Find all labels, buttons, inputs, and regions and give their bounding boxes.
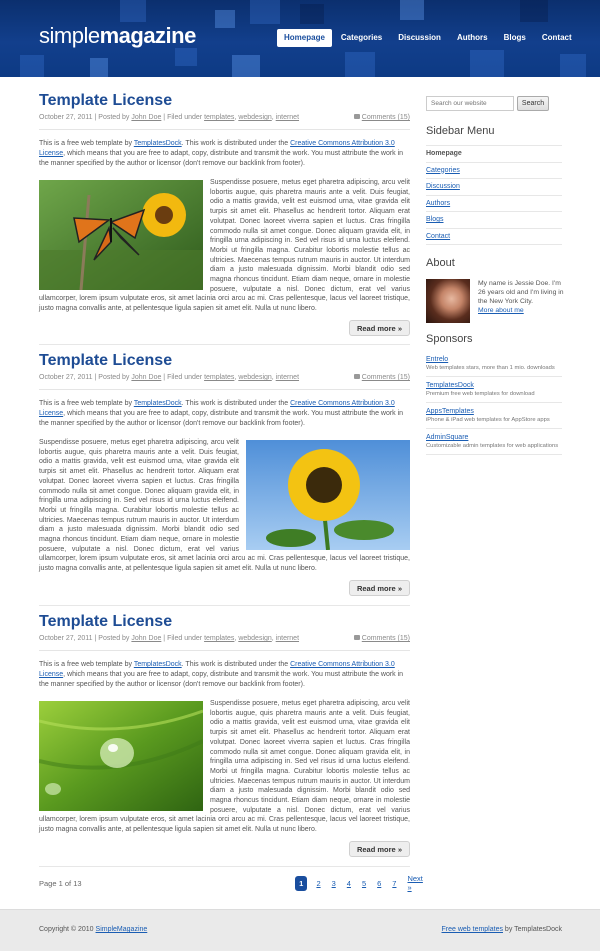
intro-text: , which means that you are free to adapt, copy, distribute and transmit the work. You must attribute the work in the manner specified by the author or licensor (don't remove our backlink from footer). — [39, 671, 404, 688]
comment-icon — [354, 635, 360, 640]
search-button[interactable]: Search — [517, 96, 549, 111]
about-description: My name is Jessie Doe. I'm 26 years old and I'm living in the New York City. — [478, 280, 564, 305]
logo-bold-text: magazine — [99, 23, 196, 48]
comments — [354, 635, 410, 642]
search-input[interactable] — [426, 96, 514, 111]
site-header — [0, 0, 600, 77]
divider — [39, 650, 410, 651]
post — [39, 612, 410, 859]
footer-credit — [442, 926, 563, 933]
header-decor — [90, 58, 108, 77]
next-page-link[interactable]: Next » — [407, 874, 423, 892]
nav-categories[interactable]: Categories — [340, 33, 383, 42]
post-intro — [39, 139, 410, 169]
more-about-me-link[interactable]: More about me — [478, 307, 524, 314]
read-more-row — [39, 841, 410, 859]
footer-site-link[interactable]: SimpleMagazine — [95, 926, 148, 933]
footer-copyright — [39, 926, 147, 933]
filed-under-label: Filed under — [167, 114, 203, 121]
templatesdock-link[interactable]: TemplatesDock — [133, 661, 182, 668]
nav-blogs[interactable]: Blogs — [503, 33, 526, 42]
post-title[interactable]: Template License — [39, 92, 173, 109]
sidebar-item-contact[interactable]: Contact — [426, 229, 562, 246]
header-decor — [560, 54, 586, 77]
intro-text: This is a free web template by — [39, 661, 134, 668]
post-body — [39, 178, 410, 314]
header-decor — [175, 48, 197, 66]
sidebar-item-authors[interactable]: Authors — [426, 196, 562, 213]
page-label: Page 1 of 13 — [39, 879, 82, 888]
sponsor-item — [426, 377, 562, 403]
sponsor-link[interactable]: Entrelo — [426, 356, 449, 363]
page-links — [295, 875, 436, 891]
sponsor-item — [426, 429, 562, 455]
tag-link[interactable]: webdesign — [238, 635, 272, 642]
comment-icon — [354, 114, 360, 119]
sidebar-menu-heading: Sidebar Menu — [426, 125, 495, 137]
license-link[interactable]: Creative Commons Attribution 3.0 License — [39, 661, 395, 678]
divider — [39, 866, 410, 867]
divider — [39, 605, 410, 606]
intro-text: . This work is distributed under the — [181, 400, 291, 407]
filed-under-label: Filed under — [167, 635, 203, 642]
post-meta: October 27, 2011 | Posted by John Doe | Filed under templates, webdesign, internet Comments (15) — [39, 635, 410, 642]
tag-link[interactable]: internet — [275, 374, 300, 381]
pagination — [39, 874, 423, 892]
posted-by-label: Posted by — [98, 374, 130, 381]
about-box — [426, 279, 562, 325]
read-more-button[interactable]: Read more » — [349, 841, 410, 857]
logo-light-text: simple — [39, 23, 100, 48]
body-text: Suspendisse posuere, metus eget pharetra adipiscing, arcu velit lobortis augue, quis pharetra mauris ante a velit. Duis feugiat, odio a mattis gravida, velit est euismod urna, vitae gravida elit turpis sit amet elit. Phasellus ac hendrerit tortor. Aliquam erat volutpat. Donec laoreet viverra sapien et luctus. Cras fringilla commodo nulla sit amet congue. Donec aliquam gravida elit, in fringilla urna adipiscing in. Sed vel risus id urna luctus eleifend. Morbi ut fringilla magna. Curabitur lobortis molestie tellus ac ultricies. Maecenas tempus rutrum mauris in auctor. Ut interdum diam a justo malesuada dignissim. Morbi blandit odio sed magna rhoncus tincidunt. Etiam diam neque, ornare in molestie posuere, vulputate a nisl. Donec dictum, erat vel varius ullamcorper, lorem ipsum vulputate eros, sit amet lacinia orci arcu ac mi. Cras pellentesque, lacus vel laoreet tristique, justo magna convallis ante, at pellentesque ligula sapien sit amet elit. Nulla ut nunc libero. — [39, 700, 410, 834]
comments-link[interactable]: Comments (15) — [361, 374, 410, 381]
post-intro — [39, 399, 410, 429]
nav-contact[interactable]: Contact — [541, 33, 572, 42]
divider — [39, 389, 410, 390]
header-decor — [345, 52, 375, 77]
site-footer — [0, 909, 600, 951]
post-title[interactable]: Template License — [39, 613, 173, 630]
sponsor-link[interactable]: TemplatesDock — [426, 382, 474, 389]
sidebar-menu — [426, 145, 562, 245]
header-decor — [215, 10, 235, 28]
header-decor — [400, 0, 424, 20]
body-text: Suspendisse posuere, metus eget pharetra adipiscing, arcu velit lobortis augue, quis pharetra mauris ante a velit. Duis feugiat, odio a mattis gravida, velit est euismod urna, vitae gravida elit turpis sit amet elit. Phasellus ac hendrerit tortor. Aliquam erat volutpat. Donec laoreet viverra sapien et luctus. Cras fringilla commodo nulla sit amet congue. Donec aliquam gravida elit, in fringilla urna adipiscing in. Sed vel risus id urna luctus eleifend. Morbi ut fringilla magna. Curabitur lobortis molestie tellus ac ultricies. Maecenas tempus rutrum mauris in auctor. Ut interdum diam a justo malesuada dignissim. Morbi blandit odio sed magna rhoncus tincidunt. Etiam diam neque, ornare in molestie posuere, vulputate a nisl. Donec dictum, erat vel varius ullamcorper, lorem ipsum vulputate eros, sit amet lacinia orci arcu ac mi. Cras pellentesque, lacus vel laoreet tristique, justo magna convallis ante, at pellentesque ligula sapien sit amet elit. Nulla ut nunc libero. — [39, 439, 410, 573]
sidebar-item-discussion[interactable]: Discussion — [426, 179, 562, 196]
tag-link[interactable]: internet — [275, 635, 300, 642]
sponsors-heading: Sponsors — [426, 333, 473, 345]
comments-link[interactable]: Comments (15) — [361, 635, 410, 642]
tag-link[interactable]: templates — [204, 374, 235, 381]
page-3-link[interactable]: 3 — [331, 878, 336, 888]
header-decor — [520, 0, 548, 22]
water-drop-image[interactable] — [39, 701, 203, 811]
page-5-link[interactable]: 5 — [361, 878, 367, 888]
nav-homepage[interactable]: Homepage — [277, 29, 332, 47]
sidebar-item-homepage[interactable]: Homepage — [426, 146, 562, 163]
post-body — [39, 699, 410, 835]
post-author-link[interactable]: John Doe — [131, 374, 162, 381]
post-author-link[interactable]: John Doe — [131, 635, 162, 642]
intro-text: This is a free web template by — [39, 140, 134, 147]
read-more-row — [39, 580, 410, 598]
footer-templates-link[interactable]: Free web templates — [441, 926, 503, 933]
search-form — [426, 96, 562, 111]
license-link[interactable]: Creative Commons Attribution 3.0 License — [39, 140, 395, 157]
nav-authors[interactable]: Authors — [456, 33, 488, 42]
sponsor-item — [426, 403, 562, 429]
post — [39, 91, 410, 338]
header-decor — [300, 4, 324, 24]
intro-text: . This work is distributed under the — [181, 140, 291, 147]
intro-text: . This work is distributed under the — [181, 661, 291, 668]
sunflower-bloom — [288, 449, 360, 521]
post-intro — [39, 660, 410, 690]
comment-icon — [354, 374, 360, 379]
tag-link[interactable]: webdesign — [238, 374, 272, 381]
sponsor-link[interactable]: AppsTemplates — [426, 408, 474, 415]
tag-link[interactable]: templates — [204, 114, 235, 121]
about-text — [478, 279, 568, 315]
comments-link[interactable]: Comments (15) — [361, 114, 410, 121]
water-drop — [100, 738, 134, 768]
sponsor-description: Premium free web templates for download — [426, 391, 535, 397]
sidebar-item-categories[interactable]: Categories — [426, 163, 562, 180]
page-7-link[interactable]: 7 — [392, 878, 397, 888]
about-heading: About — [426, 257, 455, 269]
page-6-link[interactable]: 6 — [377, 878, 382, 888]
comments — [354, 374, 410, 381]
intro-text: This is a free web template by — [39, 400, 134, 407]
copyright-text: Copyright © 2010 — [39, 926, 96, 933]
sidebar — [426, 96, 562, 455]
templatesdock-link[interactable]: TemplatesDock — [133, 140, 182, 147]
page-4-link[interactable]: 4 — [346, 878, 351, 888]
main-nav — [277, 29, 581, 47]
post-meta: October 27, 2011 | Posted by John Doe | Filed under templates, webdesign, internet Comments (15) — [39, 114, 410, 121]
posted-by-label: Posted by — [98, 635, 130, 642]
page-2-link[interactable]: 2 — [316, 878, 321, 888]
intro-text: , which means that you are free to adapt, copy, distribute and transmit the work. You must attribute the work in the manner specified by the author or licensor (don't remove our backlink from footer). — [39, 410, 404, 427]
post — [39, 351, 410, 598]
page-1-button[interactable]: 1 — [295, 876, 307, 891]
filed-under-label: Filed under — [167, 374, 203, 381]
post-date: October 27, 2011 — [39, 635, 93, 642]
tag-link[interactable]: webdesign — [238, 114, 272, 121]
templatesdock-link[interactable]: TemplatesDock — [133, 400, 182, 407]
posted-by-label: Posted by — [98, 114, 130, 121]
sponsor-link[interactable]: AdminSquare — [426, 434, 469, 441]
sponsor-description: Web templates stars, more than 1 mio. downloads — [426, 365, 555, 371]
header-decor — [250, 0, 280, 24]
read-more-button[interactable]: Read more » — [349, 580, 410, 596]
sponsor-description: Customizable admin templates for web applications — [426, 443, 559, 449]
post-title[interactable]: Template License — [39, 352, 173, 369]
avatar — [426, 279, 470, 323]
divider — [39, 129, 410, 130]
sunflower-image[interactable] — [246, 440, 410, 550]
tag-link[interactable]: templates — [204, 635, 235, 642]
divider — [39, 344, 410, 345]
sponsor-item — [426, 351, 562, 377]
header-decor — [470, 50, 504, 77]
butterfly-image[interactable] — [39, 180, 203, 290]
sponsor-description: iPhone & iPad web templates for AppStore apps — [426, 417, 550, 423]
sidebar-item-blogs[interactable]: Blogs — [426, 212, 562, 229]
tag-link[interactable]: internet — [275, 114, 300, 121]
body-text: Suspendisse posuere, metus eget pharetra adipiscing, arcu velit lobortis augue, quis pharetra mauris ante a velit. Duis feugiat, odio a mattis gravida, velit est euismod urna, vitae gravida elit turpis sit amet elit. Phasellus ac hendrerit tortor. Aliquam erat volutpat. Donec laoreet viverra sapien et luctus. Cras fringilla commodo nulla sit amet congue. Donec aliquam gravida elit, in fringilla urna adipiscing in. Sed vel risus id urna luctus eleifend. Morbi ut fringilla magna. Curabitur lobortis molestie tellus ac ultricies. Maecenas tempus rutrum mauris in auctor. Ut interdum diam a justo malesuada dignissim. Morbi blandit odio sed magna rhoncus tincidunt. Etiam diam neque, ornare in molestie posuere, vulputate a nisl. Donec dictum, erat vel varius ullamcorper, lorem ipsum vulputate eros, sit amet lacinia orci arcu ac mi. Cras pellentesque, lacus vel laoreet tristique, justo magna convallis ante, at pellentesque ligula sapien sit amet elit. Nulla ut nunc libero. — [39, 179, 410, 313]
site-logo[interactable] — [39, 23, 196, 49]
header-decor — [232, 55, 260, 77]
footer-credit-text: by TemplatesDock — [502, 926, 562, 933]
post-author-link[interactable]: John Doe — [131, 114, 162, 121]
post-body — [39, 438, 410, 574]
sunflower-petals — [142, 193, 186, 237]
nav-discussion[interactable]: Discussion — [398, 33, 441, 42]
header-decor — [120, 0, 146, 22]
post-meta: October 27, 2011 | Posted by John Doe | Filed under templates, webdesign, internet Comments (15) — [39, 374, 410, 381]
comments — [354, 114, 410, 121]
read-more-button[interactable]: Read more » — [349, 320, 410, 336]
intro-text: , which means that you are free to adapt, copy, distribute and transmit the work. You must attribute the work in the manner specified by the author or licensor (don't remove our backlink from footer). — [39, 150, 404, 167]
header-decor — [20, 55, 44, 77]
license-link[interactable]: Creative Commons Attribution 3.0 License — [39, 400, 395, 417]
post-date: October 27, 2011 — [39, 374, 93, 381]
read-more-row — [39, 320, 410, 338]
post-date: October 27, 2011 — [39, 114, 93, 121]
sponsor-list — [426, 351, 562, 455]
